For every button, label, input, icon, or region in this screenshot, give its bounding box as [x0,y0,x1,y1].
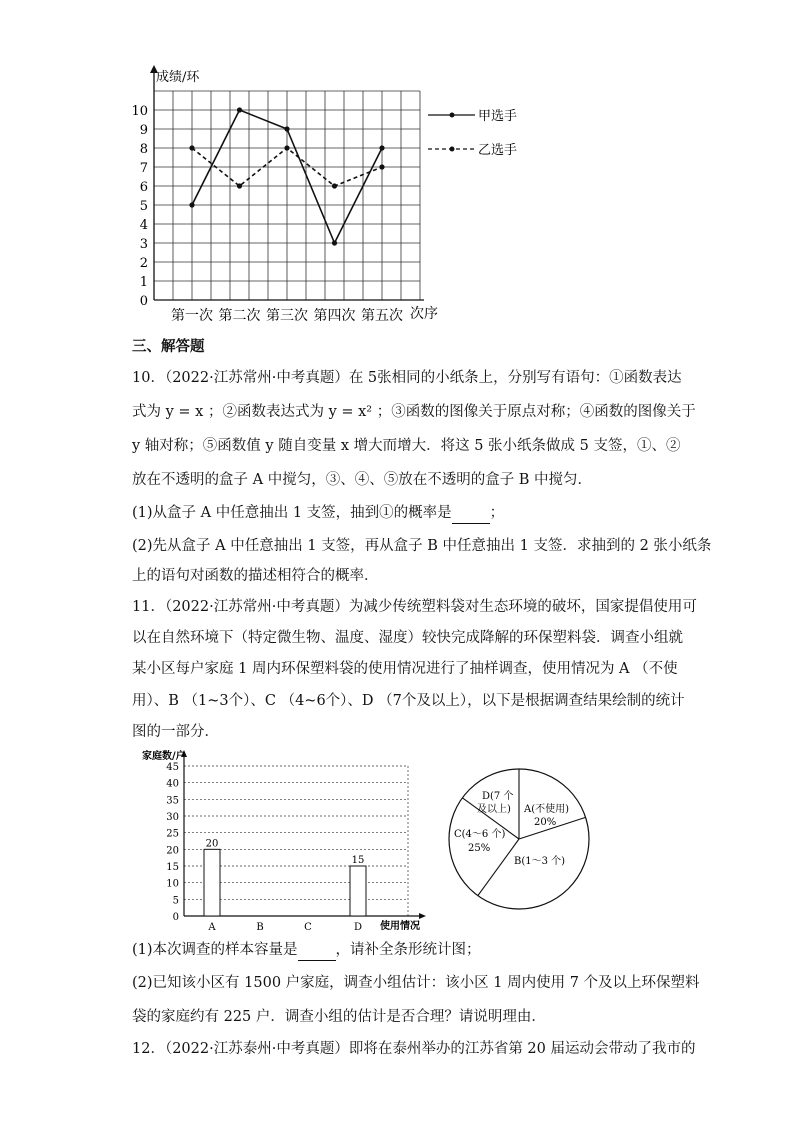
q11-line-2: 以在自然环境下（特定微生物、温度、湿度）较快完成降解的环保塑料袋．调查小组就 [132,630,683,646]
q11-line-1: 11．（2022·江苏常州·中考真题）为减少传统塑料袋对生态环境的破坏，国家提倡使用可 [132,599,697,615]
bar-a [204,849,220,916]
series-point-jia [284,126,289,131]
bar-y-tick-label: 0 [172,912,179,923]
pie-chart [444,764,594,914]
y-tick-label: 7 [139,161,148,176]
pie-label-c-2: 25% [468,843,491,854]
pie-label-a-1: A(不使用) [524,804,570,815]
bar-d [350,866,366,916]
q10-part1: (1)从盒子 A 中任意抽出 1 支签，抽到①的概率是 ； [132,503,672,524]
y-tick-label: 5 [139,199,148,214]
legend-jia: 甲选手 [478,109,518,124]
pie-label-d-1: D(7 个 [482,791,514,802]
q10-answer-blank[interactable] [452,503,490,524]
bar-x-tick-label: C [304,922,312,933]
q11-answer-blank[interactable] [298,940,336,961]
bar-y-tick-label: 15 [166,862,179,873]
q10-line-3: y 轴对称；⑤函数值 y 随自变量 x 增大而增大．将这 5 张小纸条做成 5 支签，①、② [132,438,681,454]
q10-line-4: 放在不透明的盒子 A 中搅匀，③、④、⑤放在不透明的盒子 B 中搅匀． [132,472,593,488]
series-point-yi [284,145,289,150]
series-point-yi [189,145,194,150]
x-tick-label: 第二次 [218,308,261,324]
bar-chart [140,746,430,936]
y-tick-label: 9 [139,123,148,138]
bar-chart-y-label: 家庭数/户 [142,751,186,762]
line-chart-y-label: 成绩/环 [156,70,200,85]
score-line-chart [130,62,550,332]
q11-line-4: 用）、B （1~3个）、C （4~6个）、D （7个及以上），以下是根据调查结果绘制的统计 [132,693,685,709]
bar-y-tick-label: 5 [172,895,179,907]
bar-y-tick-label: 35 [166,795,179,807]
pie-label-d-2: 及以上) [477,804,511,815]
q10-line-1: 10．（2022·江苏常州·中考真题）在 5张相同的小纸条上，分别写有语句：①函数表达 [132,370,682,386]
line-chart-legend [428,108,517,158]
x-tick-label: 第一次 [171,308,213,324]
y-tick-label: 0 [139,294,148,309]
bar-x-tick-label: D [353,922,363,933]
bar-y-tick-label: 25 [166,828,179,840]
pie-label-b-1: B(1～3 个) [514,856,566,867]
series-point-jia [332,240,337,245]
bar-y-tick-label: 40 [166,778,179,790]
series-point-jia [379,145,384,150]
q11-line-3: 某小区每户家庭 1 周内环保塑料袋的使用情况进行了抽样调查，使用情况为 A （不使 [132,661,678,677]
bar-y-tick-label: 20 [166,845,179,857]
q10-line-2: 式为 y = x ；②函数表达式为 y = x² ；③函数的图像关于原点对称；④函数的图像关于 [132,404,696,420]
q11-part2-line-2: 袋的家庭约有 225 户．调查小组的估计是否合理？请说明理由． [132,1009,546,1025]
bar-x-axis-arrow [419,913,426,919]
line-chart-x-label: 次序 [410,306,438,322]
bar-value-label: 20 [205,838,219,850]
q11-line-5: 图的一部分． [132,724,219,740]
series-point-yi [379,164,384,169]
series-point-jia [189,202,194,207]
y-tick-label: 4 [139,218,148,233]
y-tick-label: 6 [139,180,148,195]
q10-part2-line-1: (2)先从盒子 A 中任意抽出 1 支签，再从盒子 B 中任意抽出 1 支签．求抽到的 2 张小纸条 [132,538,712,554]
bar-x-tick-label: A [208,922,216,933]
pie-label-c-1: C(4～6 个) [454,829,506,840]
bar-x-tick-label: B [256,922,264,933]
y-tick-label: 3 [139,237,148,252]
q11-part2-line-1: (2)已知该小区有 1500 户家庭，调查小组估计：该小区 1 周内使用 7 个及以上环保塑料 [132,975,700,991]
q11-part1: (1)本次调查的样本容量是 ，请补全条形统计图； [132,940,672,961]
section-heading: 三、解答题 [132,338,205,355]
y-tick-label: 2 [139,256,148,271]
line-chart-grid [150,65,424,300]
series-point-yi [237,183,242,188]
bar-chart-x-label: 使用情况 [380,921,420,932]
bar-y-tick-label: 30 [166,812,179,823]
q12-line-1: 12．（2022·江苏泰州·中考真题）即将在泰州举办的江苏省第 20 届运动会带动了我市的 [132,1041,696,1057]
x-tick-label: 第四次 [313,308,356,324]
pie-label-a-2: 20% [534,817,557,828]
bar-y-tick-label: 10 [166,878,179,890]
bar-value-label: 15 [351,855,365,866]
y-tick-label: 8 [139,142,148,157]
series-point-yi [332,183,337,188]
y-tick-label: 1 [139,275,148,290]
y-tick-label: 10 [131,104,148,119]
q10-part2-line-2: 上的语句对函数的描述相符合的概率． [132,568,379,584]
x-tick-label: 第五次 [361,308,403,324]
x-tick-label: 第三次 [266,308,308,324]
bar-y-tick-label: 45 [166,762,179,773]
series-point-jia [237,107,242,112]
legend-yi: 乙选手 [478,143,518,158]
